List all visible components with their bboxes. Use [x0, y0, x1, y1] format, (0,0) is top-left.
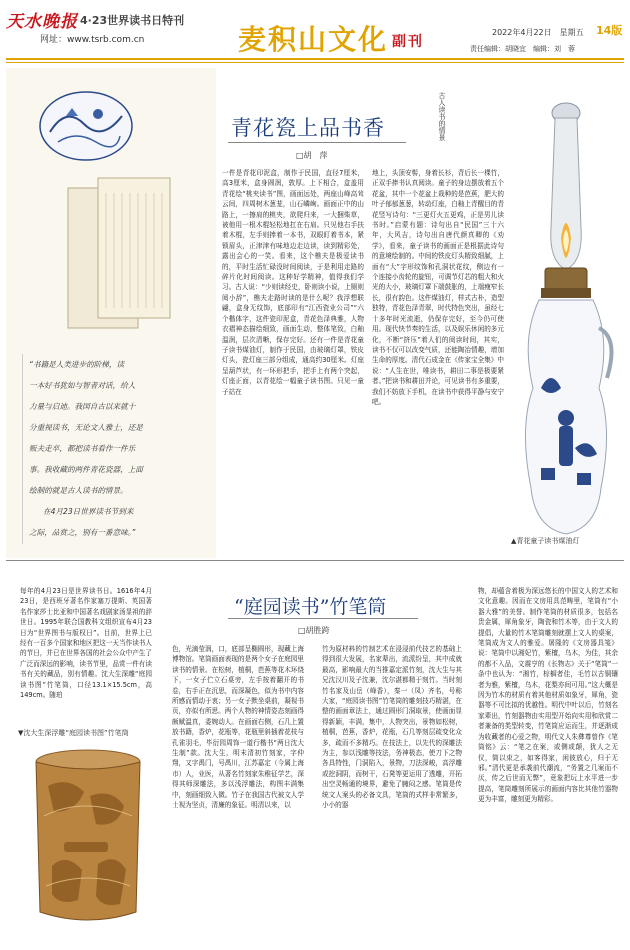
- newspaper-logo: 天水晚报: [6, 12, 78, 32]
- special-issue-label: 4·23世界读书日特刊: [80, 14, 185, 27]
- quote-source: 之际，品赏之，别有一番意味。”: [29, 528, 136, 537]
- masthead-rule: [6, 58, 624, 60]
- old-book-illustration: [58, 168, 178, 338]
- website-url[interactable]: 网址：www.tsrb.com.cn: [40, 35, 145, 45]
- section-title: [238, 18, 424, 58]
- issue-date: 2022年4月22日 星期五: [492, 28, 584, 37]
- kerosene-lamp-image: [511, 88, 621, 548]
- pull-quote: [22, 354, 207, 544]
- section-divider: [6, 560, 624, 561]
- bottom-article: [6, 566, 624, 946]
- masthead-rule-thin: [6, 62, 624, 63]
- section-title-text: 麦积山文化: [238, 23, 389, 56]
- article-column: 地上，头顶安髻，身着长衫，背后长一棵竹，正双手捧书认真阅读。童子的身边摆放着五个花盆，其中一个花盆上栽种的是芭蕉，肥大的叶子郁郁葱葱，转动灯座，白釉上青醒目的青花竖写诗句：“三更灯火五更鸡，正是男儿读书时。”启蒙有题：诗句出自“民国”三十六年，大风吉，诗句出自唐代颜真卿的《劝学》，看来，童子读书的画面正是根据此诗句的意境绘制的。中间的铁皮灯头精致细腻，上面有“大”字形纹饰和孔洞状花纹，侧边有一个连接小齿轮的旋钮，可调节灯芯的粗大和火光的大小，玻璃灯罩下端鼓胀的，上端瘦窄长长，很有韵色。这件煤油灯，样式古朴，造型独特，青花色泽青翠，时代特色突出，虽经七十多年时光流逝，仍保存完好，至今仍可使用。现代快节奏的生活，以及娱乐休闲的多元化，不断“挤压”着人们的阅读时间，其实，读书不仅可以改变气质，还能陶冶情趣，增加生命的厚度。清代石成金在《传家宝全集》中说：“人生在世，唯读书，耕田二事是极要紧者。”把读书和耕田并论，可见读书有多重要，我们不妨放下手机，在读书中获得平静与安宁吧。: [372, 169, 504, 406]
- article-author: □胡 萍: [296, 151, 328, 160]
- editor-credits: 责任编辑：胡晓宜 编辑：刘 蓉: [470, 45, 575, 53]
- title-underline: [228, 618, 418, 619]
- masthead: [0, 0, 630, 62]
- quote-line: 分重视读书，无论文人雅士，还是: [29, 423, 143, 432]
- quote-line: 一本好书犹如与智者对话，给人: [29, 381, 136, 390]
- section-badge: 副刊: [392, 34, 425, 50]
- article-column: 色，光滴莹润，口，底部呈椭圆形，现藏上海博物馆。笔筒画面表现的是两个女子在庭园里读书的情景。在松树，植桐，芭蕉等花木环绕下，一女子伫立石桌旁，左手按着翻开的书卷，右手正在沉思，而深凝色，似为书中内容所感而情动于衷；另一女子默坐桌前，凝视书页，亦似有所思。两个人物的神情姿态刻画得颇赋温真，委婉动人。在画面右侧，石几上置放书籍，香炉，花瓶等，花瓶里斜插着花枝与孔雀羽毛，毕衍园周饰一道行楷书“两日沈大生制”款。沈大生，明末清初竹刻家，字仲翔，又字禹门，号禹川，江苏嘉定（今属上海市）人，业医，从著名竹刻家朱稚征学艺，深得其师深雕法，多以浅浮雕法，构图丰满集中，刻画细致入微。竹子在我国古代被文人学士视为坚贞，清廉的象征。明清以来，以: [172, 645, 304, 810]
- quote-line: 贩夫走卒，都把读书看作一件乐: [29, 444, 136, 453]
- vertical-tag: 古人读书的情景: [438, 92, 446, 141]
- top-article: [6, 68, 624, 558]
- article-title: “庭园读书”竹笔筒: [234, 596, 387, 618]
- porcelain-box-image: [36, 86, 136, 166]
- quote-source: 在4月23日世界读书节到来: [43, 507, 134, 516]
- title-underline: [228, 142, 406, 143]
- article-column: 一件是青花印泥盒，制作于民国，直径7厘米，高3厘米，盒身圆润，敦厚。上下相合，盒盖用青花绘“桃夹读书”图，画面远处，两座山峰高耸云间，四周树木葱茏，山石嶙峋。画面正中的山路上，一擦肩的桃夹，欲爬归来，一大捆柴草，被他用一根木棍轻松地扛在右肩。只见他右手扶着木棍，左手则捧着一本书，双眼盯着书本，紧锁眉头，正津津有味地边走边读，读到精彩处，露出会心的一笑。看来，这个樵夫是极爱读书的，平时生活忙碌没时间阅读，于是利用走路的碎片化时间阅读。这种好学精神，值得我们学习。古人说：“少则读经史，卧则读小说，上厕则阅小辞”，樵夫走路时读的是什么呢？我浮想联翩，盒身无纹饰，底部印有“江西瓷业公司”“六个楷体字，这件瓷印泥盒，青花色泽典雅，人物衣褶神态描绘细致，画面生动，整体笔致，白釉温润，层次清晰，保存完好。还有一件是青花童子读书煤油灯，制作于民国，由玻璃灯罩，铁皮灯头，瓷灯座三部分组成，通高约30厘米。灯座呈葫芦状，有一环形把手，把手上有两个突起，灯座正面，以青花绘一幅童子读书图。只见一童子站在: [222, 169, 364, 396]
- quote-line: “书籍是人类进步的阶梯，读: [29, 360, 125, 369]
- brush-pot-caption: ▼沈大生深浮雕“庭园读书图”竹笔筒: [18, 729, 129, 737]
- article-column: 物，却蕴含着极为深远悠长的中国文人的艺术和文化意趣。因而在文房用具范畴里，笔筒有“小器大雅”的美誉。制作笔筒的材质很多，包括名贵金属，犀角象牙，陶瓷和竹木等，由于文人的提倡，大量的竹木笔筒雕刻就摆上文人的桌案，笔筒成为文人的雅爱。屠隆的《文房器具笺》说：笔筒中以湘妃竹，紫檀，乌木，为佳，其余的都不入品，文震亨的《长物志》关于“笔筒”一条中也认为：“湘竹，棕榈者佳，毛竹以古铜镶者为雅，紫檀，乌木，花梨亦间可用。”这大概是因为竹木的材质有着其他材质如象牙，犀角，瓷器等不可比拟的优越性。明代中叶以后，竹刻名家辈出，竹刻器物由实用型开始向实用和欣赏二者兼备的类型转变，竹笔筒应运而生，并逐渐成为收藏者的心爱之物，明代文人朱彝尊曾作《笔筒铭》云：“笔之在案，或侧或颠，犹人之无仪，简以束之，如客得家，闲彼放心，归于无邪。”清代更是承袭前代潮流，“务置之几案而不厌，传之后世而无弊”，竟象把玩上水平进一步提高，笔筒雕刻所展示的画面内容比其他竹器物更为丰富，雕刻更为精彩。: [478, 587, 618, 804]
- bamboo-brush-pot-image: [24, 746, 152, 926]
- quote-line: 绘制的就是古人读书的情景。: [29, 486, 128, 495]
- page-number: 14版: [596, 24, 623, 37]
- quote-line: 力量与启迪。我国自古以来就十: [29, 402, 136, 411]
- quote-line: 事。我收藏的两件青花瓷器，上面: [29, 465, 143, 474]
- article-author: □胡胜跨: [298, 626, 330, 635]
- lamp-caption: ▲青花童子读书煤油灯: [511, 537, 580, 545]
- article-column: 竹为原材料的竹制艺术在浸浸前代技艺的基础上得到很大发展，名家辈出，流派纷呈，其中成就最高，影响最大的当推嘉定派竹刻，沈大生与其兄沈汉川及子沈兼，沈尔湛都精于刻竹。当时刻竹名家及山岳（峰香），秦一（凤）齐名，号称大家，“庭园读书图”竹笔筒的雕刻技巧精湛，在整的画面章法上，通过圆形门洞取景，使画面显得新颖，丰满，集中，人物突出，景物如松树，植桐，芭蕉，香炉，花瓶，石几等刻层疏变化众多，疏而不多精巧。在技法上，以先代的深雕法为主，参以浅雕等技法，务神极态，使刀下之物各具特性，门洞陷入，景物，刀法深峻，高浮雕或挖洞阴，而树干，石凳等更运用了透雕，开拓出空灵畅通的境界，避免了臃闷之感。笔筒是传统文人案头的必备文具，笔筒的式样非常繁多，小小的器: [322, 645, 462, 810]
- article-title: 青花瓷上品书香: [231, 116, 385, 140]
- article-column: 每年的4月23日是世界读书日。1616年4月23日，是西班牙著名作家塞万提斯、英国著名作家莎士比亚和中国著名戏剧家汤显祖的辞世日。1995年联合国教科文组织宣布4月23日为“世界图书与版权日”。目前，世界上已经有一百多个国家和地区把这一天当作读书人的节日，并已在世界各国的社会公众中产生了广泛而深远的影响，读书节里，品赏一件有读书有关的藏品，别有情趣。沈大生深雕“庭园读书图”竹笔筒，口径13.1×15.5cm，高149cm。随珀: [20, 587, 152, 700]
